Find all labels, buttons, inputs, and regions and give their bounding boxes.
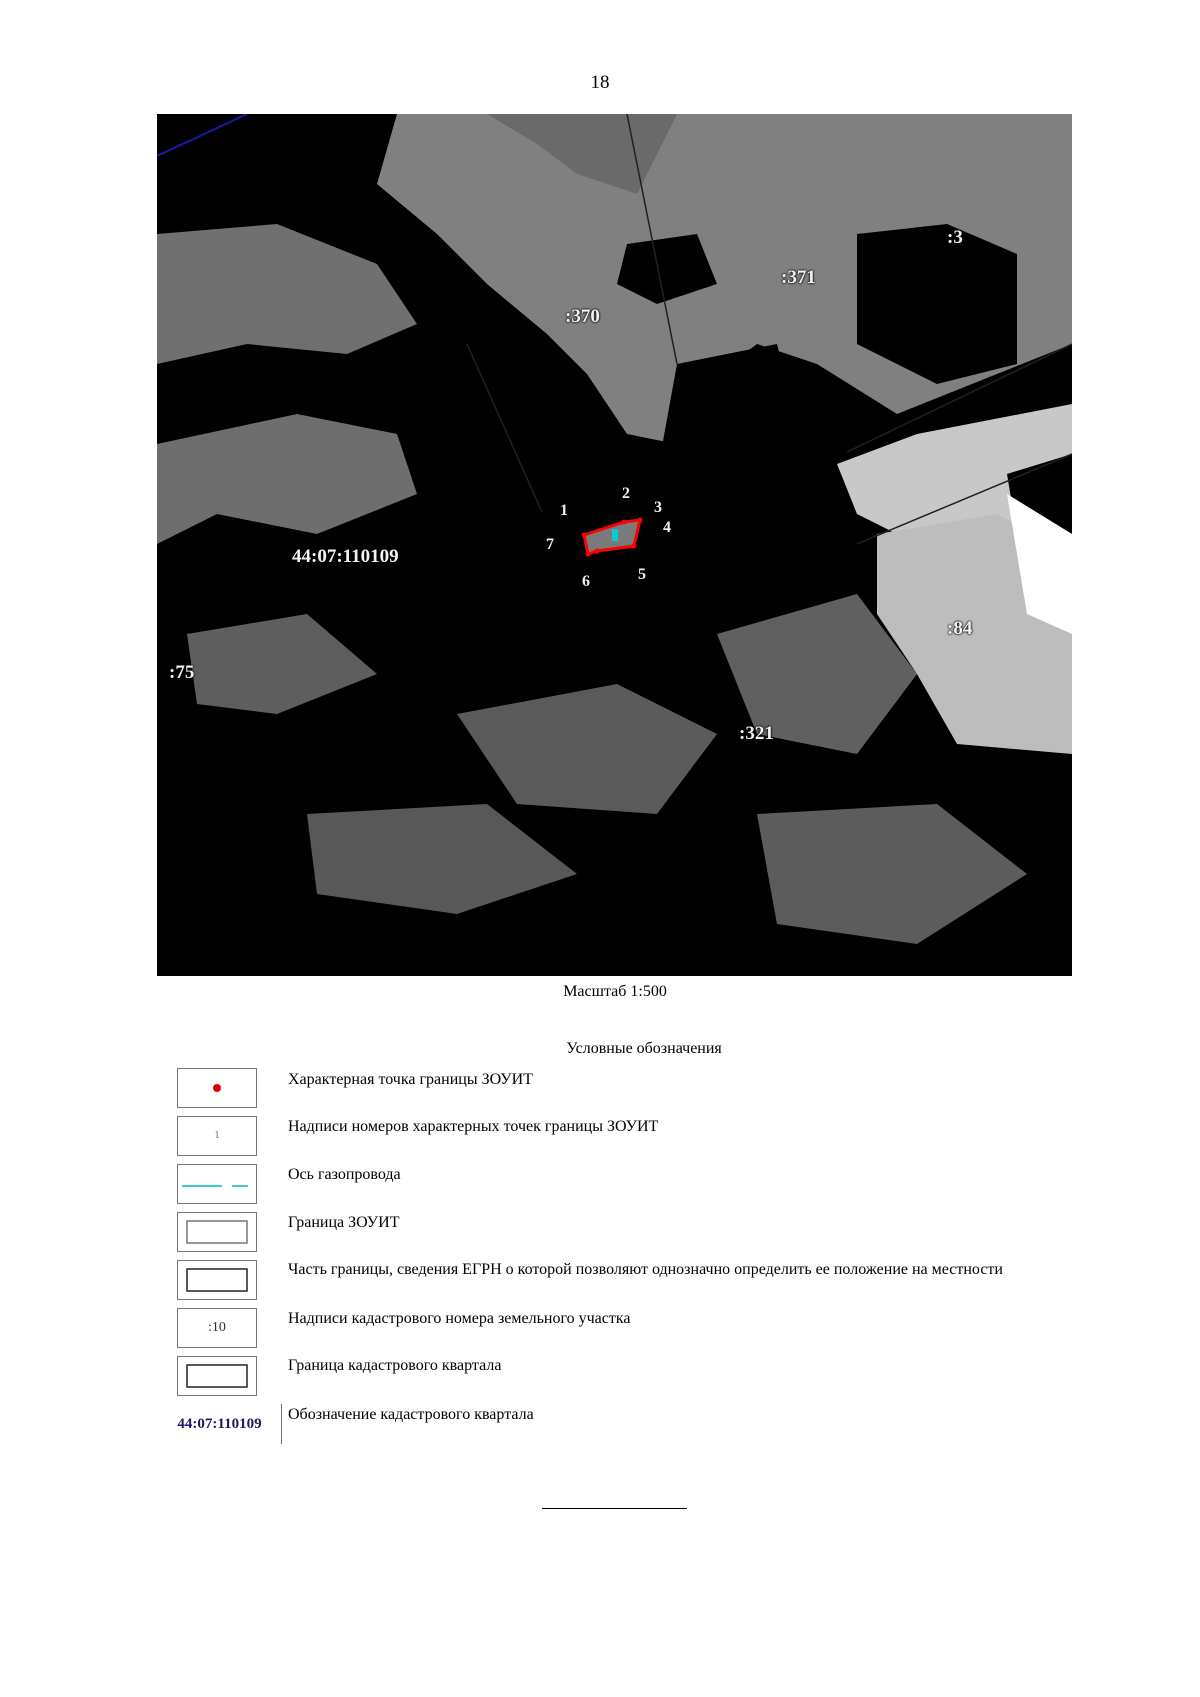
quarter-label: 44:07:110109 (292, 546, 399, 567)
quarter-designation-icon: 44:07:110109 (158, 1404, 282, 1444)
quarter-border-icon (177, 1356, 257, 1396)
page-number: 18 (590, 72, 610, 93)
legend-text-border-part: Часть границы, сведения ЕГРН о которой позволяют однозначно определить ее положение на местности (288, 1261, 1003, 1278)
point-number-icon (177, 1116, 257, 1156)
legend-text-quarter-designation: Обозначение кадастрового квартала (288, 1406, 534, 1423)
footnote-divider (542, 1508, 687, 1509)
parcel-label-371: :371 (781, 267, 816, 288)
cadastral-number-sample: :10 (208, 1320, 226, 1335)
point-label-4: 4 (663, 519, 671, 536)
parcel-label-84: :84 (947, 618, 973, 639)
zouit-border-icon (177, 1212, 257, 1252)
gas-axis-icon (177, 1164, 257, 1204)
point-label-1: 1 (560, 502, 568, 519)
point-label-6: 6 (582, 573, 590, 590)
legend-text-gas-axis: Ось газопровода (288, 1166, 401, 1183)
border-part-icon (177, 1260, 257, 1300)
legend-text-point-number: Надписи номеров характерных точек границы ЗОУИТ (288, 1118, 659, 1135)
parcel-label-3: :3 (947, 227, 963, 248)
point-label-3: 3 (654, 499, 662, 516)
legend-text-point: Характерная точка границы ЗОУИТ (288, 1071, 533, 1088)
point-number-sample: 1 (214, 1130, 220, 1141)
point-label-7: 7 (546, 536, 554, 553)
parcel-label-75: :75 (169, 662, 195, 683)
parcel-label-370: :370 (565, 306, 600, 327)
red-point-icon (177, 1068, 257, 1108)
cadastral-map (157, 114, 1072, 976)
map-image (157, 114, 1072, 976)
legend-text-cadastral-number: Надписи кадастрового номера земельного участка (288, 1310, 631, 1327)
parcel-label-321: :321 (739, 723, 774, 744)
legend-text-quarter-border: Граница кадастрового квартала (288, 1357, 502, 1374)
legend-title: Условные обозначения (566, 1040, 722, 1057)
map-scale: Масштаб 1:500 (563, 983, 667, 1000)
point-label-5: 5 (638, 566, 646, 583)
cadastral-number-icon (177, 1308, 257, 1348)
point-label-2: 2 (622, 485, 630, 502)
legend-text-zouit-border: Граница ЗОУИТ (288, 1214, 400, 1231)
